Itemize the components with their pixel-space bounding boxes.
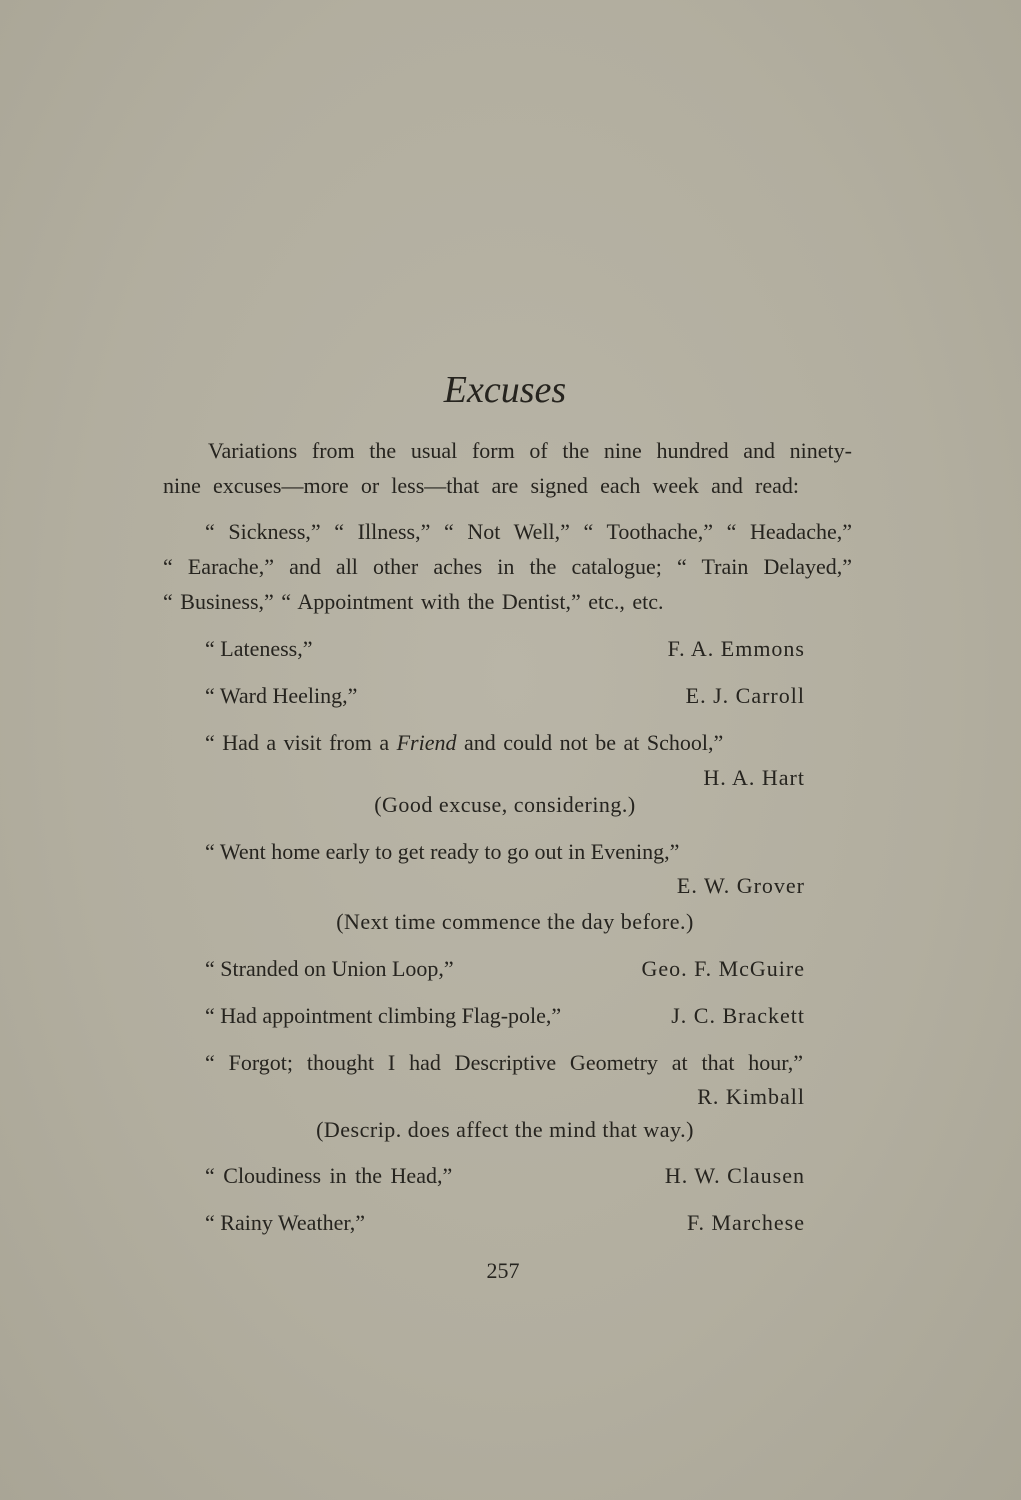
excuse-text: “ Went home early to get ready to go out in Evening,” xyxy=(205,839,680,864)
page-title: Excuses xyxy=(443,369,567,411)
signer-name: J. C. Brackett xyxy=(671,1003,805,1028)
excuse-text: “ Had appointment climbing Flag-pole,” xyxy=(205,1003,562,1028)
editor-comment: (Good excuse, considering.) xyxy=(374,792,636,817)
excuse-text: “ Cloudiness in the Head,” xyxy=(205,1163,453,1188)
editor-comment: (Descrip. does affect the mind that way.) xyxy=(316,1117,694,1142)
signer-name: H. W. Clausen xyxy=(664,1163,805,1188)
signer-name: E. W. Grover xyxy=(676,873,805,898)
intro-line: nine excuses—more or less—that are signed each week and read: xyxy=(163,473,799,498)
signer-name: H. A. Hart xyxy=(703,765,805,790)
intro-line: Variations from the usual form of the nine hundred and ninety- xyxy=(208,438,852,463)
excuse-italic-word: Friend xyxy=(396,730,457,755)
intro-line: “ Business,” “ Appointment with the Dentist,” etc., etc. xyxy=(163,589,664,614)
intro-line: “ Sickness,” “ Illness,” “ Not Well,” “ Toothache,” “ Headache,” xyxy=(205,519,852,544)
editor-comment: (Next time commence the day before.) xyxy=(336,909,694,934)
excuse-text xyxy=(205,729,723,757)
signer-name: E. J. Carroll xyxy=(685,683,805,708)
excuse-text: “ Ward Heeling,” xyxy=(205,683,358,708)
signer-name: F. A. Emmons xyxy=(667,636,805,661)
excuse-text: “ Forgot; thought I had Descriptive Geometry at that hour,” xyxy=(205,1050,803,1075)
signer-name: Geo. F. McGuire xyxy=(641,956,805,981)
excuse-text-part: and could not be at School,” xyxy=(456,730,724,755)
excuse-text: “ Lateness,” xyxy=(205,636,313,661)
page-number: 257 xyxy=(486,1258,520,1283)
signer-name: R. Kimball xyxy=(697,1084,805,1109)
intro-line: “ Earache,” and all other aches in the catalogue; “ Train Delayed,” xyxy=(163,554,852,579)
excuse-text: “ Rainy Weather,” xyxy=(205,1210,366,1235)
excuse-text: “ Stranded on Union Loop,” xyxy=(205,956,454,981)
excuse-text-part: “ Had a visit from a xyxy=(205,730,397,755)
signer-name: F. Marchese xyxy=(687,1210,805,1235)
